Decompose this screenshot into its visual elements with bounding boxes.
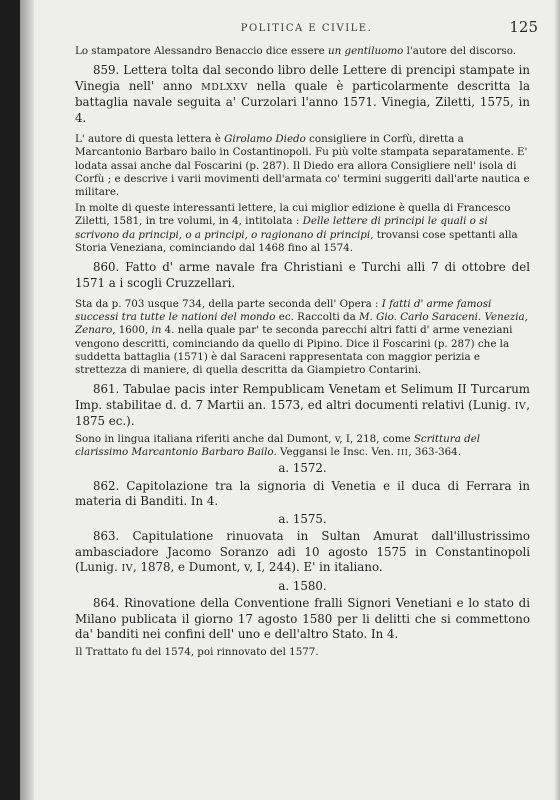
catalog-entry xyxy=(75,382,530,430)
italic-text: un gentiluomo xyxy=(327,45,404,57)
book-page xyxy=(20,0,560,800)
italic-text: Girolamo Diedo xyxy=(224,133,306,146)
text-run: , 1878, e Dumont, v, I, 244). E' in italiano. xyxy=(133,560,383,575)
small-caps-text: IV xyxy=(121,563,134,575)
italic-text: M. Gio. Carlo Saraceni. Venezia, Zenaro, xyxy=(75,311,528,337)
text-run: nella quale è particolarmente descritta la battaglia navale seguita a' Curzolari l'anno 1571. Vinegia, Ziletti, 1575, in 4. xyxy=(75,78,530,125)
italic-text: I fatti d' arme famosi successi tra tutte le nationi del mondo xyxy=(75,298,492,324)
text-run: ec. Raccolti da xyxy=(275,311,360,324)
small-caps-text: III xyxy=(397,446,409,457)
text-run: a. 1572. xyxy=(278,461,327,476)
text-run: , 363-364. xyxy=(408,445,461,458)
catalog-entry xyxy=(75,529,530,577)
entry-note xyxy=(75,133,530,199)
text-run: Sono in lingua italiana riferiti anche dal Dumont, v, I, 218, come xyxy=(75,432,414,445)
catalog-entry xyxy=(75,596,530,643)
entry-note xyxy=(75,45,530,58)
year-heading xyxy=(75,579,530,595)
small-caps-text: IV xyxy=(514,400,527,412)
running-head: POLITICA E CIVILE. xyxy=(240,23,373,34)
text-run: Lo stampatore Alessandro Benaccio dice essere xyxy=(75,45,328,57)
text-run: 861. Tabulae pacis inter Rempublicam Venetam et Selimum II Turcarum Imp. stabilitae d. d. 7 Martii an. 1573, ed altri documenti relativi (Lunig. xyxy=(75,382,530,412)
entry-note xyxy=(75,202,530,255)
text-run: consigliere in Corfù, diretta a Marcantonio Barbaro bailo in Costantinopoli. Fu più volte stampata separatamente. E' lodata assai anche dal Foscarini (p. 287). Il Diedo era allora Consigliere nell' isola di Corfù ; e descrive i varii movimenti dell'armata co' termini suggeriti dall'arte nautica e militare. xyxy=(75,133,530,199)
text-run: 863. Capitulatione rinuovata in Sultan Amurat dall'illustrissimo ambasciadore Jacomo Soranzo adi 10 agosto 1575 in Constantinopoli (Lunig. xyxy=(75,529,530,575)
italic-text: Delle lettere di principi le quali o si scrivono da principi, o a principi, o ragionano di principi, xyxy=(75,215,488,241)
year-heading xyxy=(75,461,530,477)
text-run: trovansi cose spettanti alla Storia Veneziana, cominciando dal 1468 fino al 1574. xyxy=(75,228,518,254)
text-run: 860. Fatto d' arme navale fra Christiani e Turchi alli 7 di ottobre del 1571 a i scogli Cruzzellari. xyxy=(75,260,530,290)
text-run: 862. Capitolazione tra la signoria di Venetia e il duca di Ferrara in materia di Banditi. In 4. xyxy=(75,478,530,509)
text-run: , 1875 ec.). xyxy=(75,397,530,429)
text-run: l'autore del discorso. xyxy=(403,45,516,57)
small-caps-text: MDLXXV xyxy=(201,81,248,93)
text-run: L' autore di questa lettera è xyxy=(75,133,225,146)
text-run: 1600, xyxy=(115,324,152,337)
italic-text: Scrittura del clarissimo Marcantonio Barbaro Bailo. xyxy=(75,432,481,458)
page-number: 125 xyxy=(509,18,538,36)
page-header xyxy=(75,14,538,40)
entry-note xyxy=(75,433,530,459)
text-run: 864. Rinovatione della Conventione fralli Signori Venetiani e lo stato di Milano publicata il giorno 17 agosto 1580 per li delitti che si commettono da' banditi nei confini dell' uno e dell'altro Stato. In 4. xyxy=(75,596,530,642)
text-run: In molte di queste interessanti lettere, la cui miglior edizione è quella di Francesco Ziletti, 1581, in tre volumi, in 4, intitolata : xyxy=(75,202,511,228)
entry-note xyxy=(75,646,530,659)
text-run: 4. nella quale par' te seconda parecchi altri fatti d' arme veneziani vengono descritti, cominciando da quello di Pipino. Dice il Foscarini (p. 287) che la suddetta battaglia (1571) è dal Saraceni rappresentata con maggior perizia e strettezza di maniere, di quella descritta da Giampietro Contarini. xyxy=(75,324,513,377)
text-run: Il Trattato fu del 1574, poi rinnovato del 1577. xyxy=(75,645,319,658)
year-heading xyxy=(75,512,530,528)
text-run: Sta da p. 703 usque 734, della parte seconda dell' Opera : xyxy=(75,298,382,311)
entry-note xyxy=(75,298,530,377)
text-run: 859. Lettera tolta dal secondo libro delle Lettere di prencipi stampate in Vinegia nell' anno xyxy=(75,63,530,93)
text-run: a. 1575. xyxy=(278,511,327,526)
catalog-entry xyxy=(75,63,530,126)
page-body xyxy=(75,44,530,659)
catalog-entry xyxy=(75,479,530,510)
italic-text: in xyxy=(151,324,162,337)
text-run: a. 1580. xyxy=(278,578,327,593)
text-run: Veggansi le Insc. Ven. xyxy=(276,445,398,458)
catalog-entry xyxy=(75,260,530,291)
